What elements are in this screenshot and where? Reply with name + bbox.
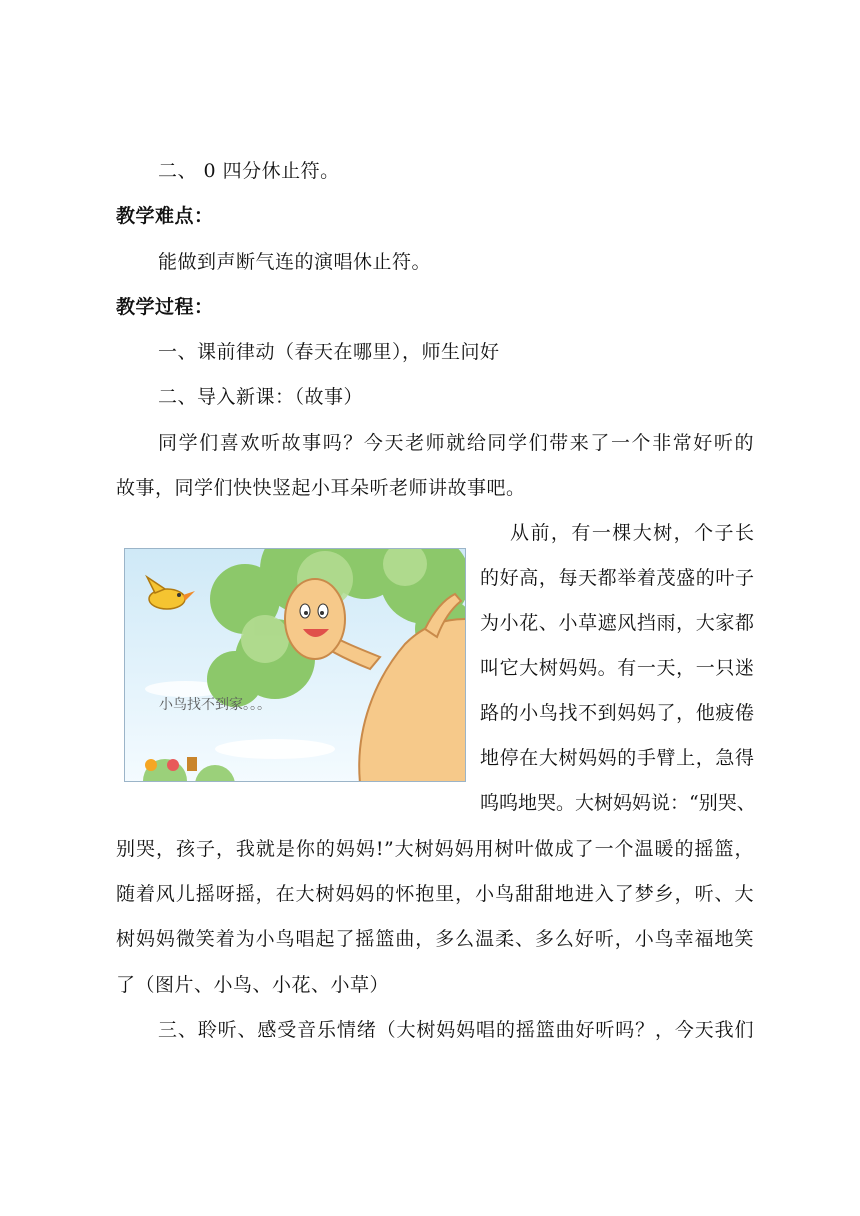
story-line: 的好高，每天都举着茂盛的叶子 (480, 567, 754, 589)
story-line: 呜呜地哭。大树妈妈说：“别哭、 (480, 792, 756, 814)
difficulty-heading: 教学难点： (116, 205, 214, 227)
difficulty-text: 能做到声断气连的演唱休止符。 (158, 251, 432, 273)
story-line: 树妈妈微笑着为小鸟唱起了摇篮曲，多么温柔、多么好听，小鸟幸福地笑 (116, 928, 754, 950)
story-line: 从前，有一棵大树，个子长 (510, 522, 754, 544)
paragraph-line: 故事，同学们快快竖起小耳朵听老师讲故事吧。 (116, 477, 526, 499)
paragraph-line: 同学们喜欢听故事吗？今天老师就给同学们带来了一个非常好听的 (158, 432, 754, 454)
story-line: 叫它大树妈妈。有一天，一只迷 (480, 657, 754, 679)
story-line: 地停在大树妈妈的手臂上，急得 (480, 747, 754, 769)
story-illustration (124, 548, 466, 782)
process-step-3: 三、聆听、感受音乐情绪（大树妈妈唱的摇篮曲好听吗？，今天我们 (158, 1019, 754, 1041)
story-line: 路的小鸟找不到妈妈了，他疲倦 (480, 702, 754, 724)
story-line: 随着风儿摇呀摇，在大树妈妈的怀抱里，小鸟甜甜地进入了梦乡，听、大 (116, 883, 754, 905)
story-line: 为小花、小草遮风挡雨，大家都 (480, 612, 754, 634)
story-line: 了（图片、小鸟、小花、小草） (116, 974, 390, 996)
process-step-2: 二、导入新课：（故事） (158, 386, 364, 408)
rest-note-line: 二、 0 四分休止符。 (158, 160, 340, 182)
process-heading: 教学过程： (116, 296, 214, 318)
process-step-1: 一、课前律动（春天在哪里），师生问好 (158, 341, 500, 363)
story-line: 别哭，孩子，我就是你的妈妈!”大树妈妈用树叶做成了一个温暖的摇篮， (116, 838, 754, 860)
image-caption: 小鸟找不到家。。。 (159, 698, 271, 713)
